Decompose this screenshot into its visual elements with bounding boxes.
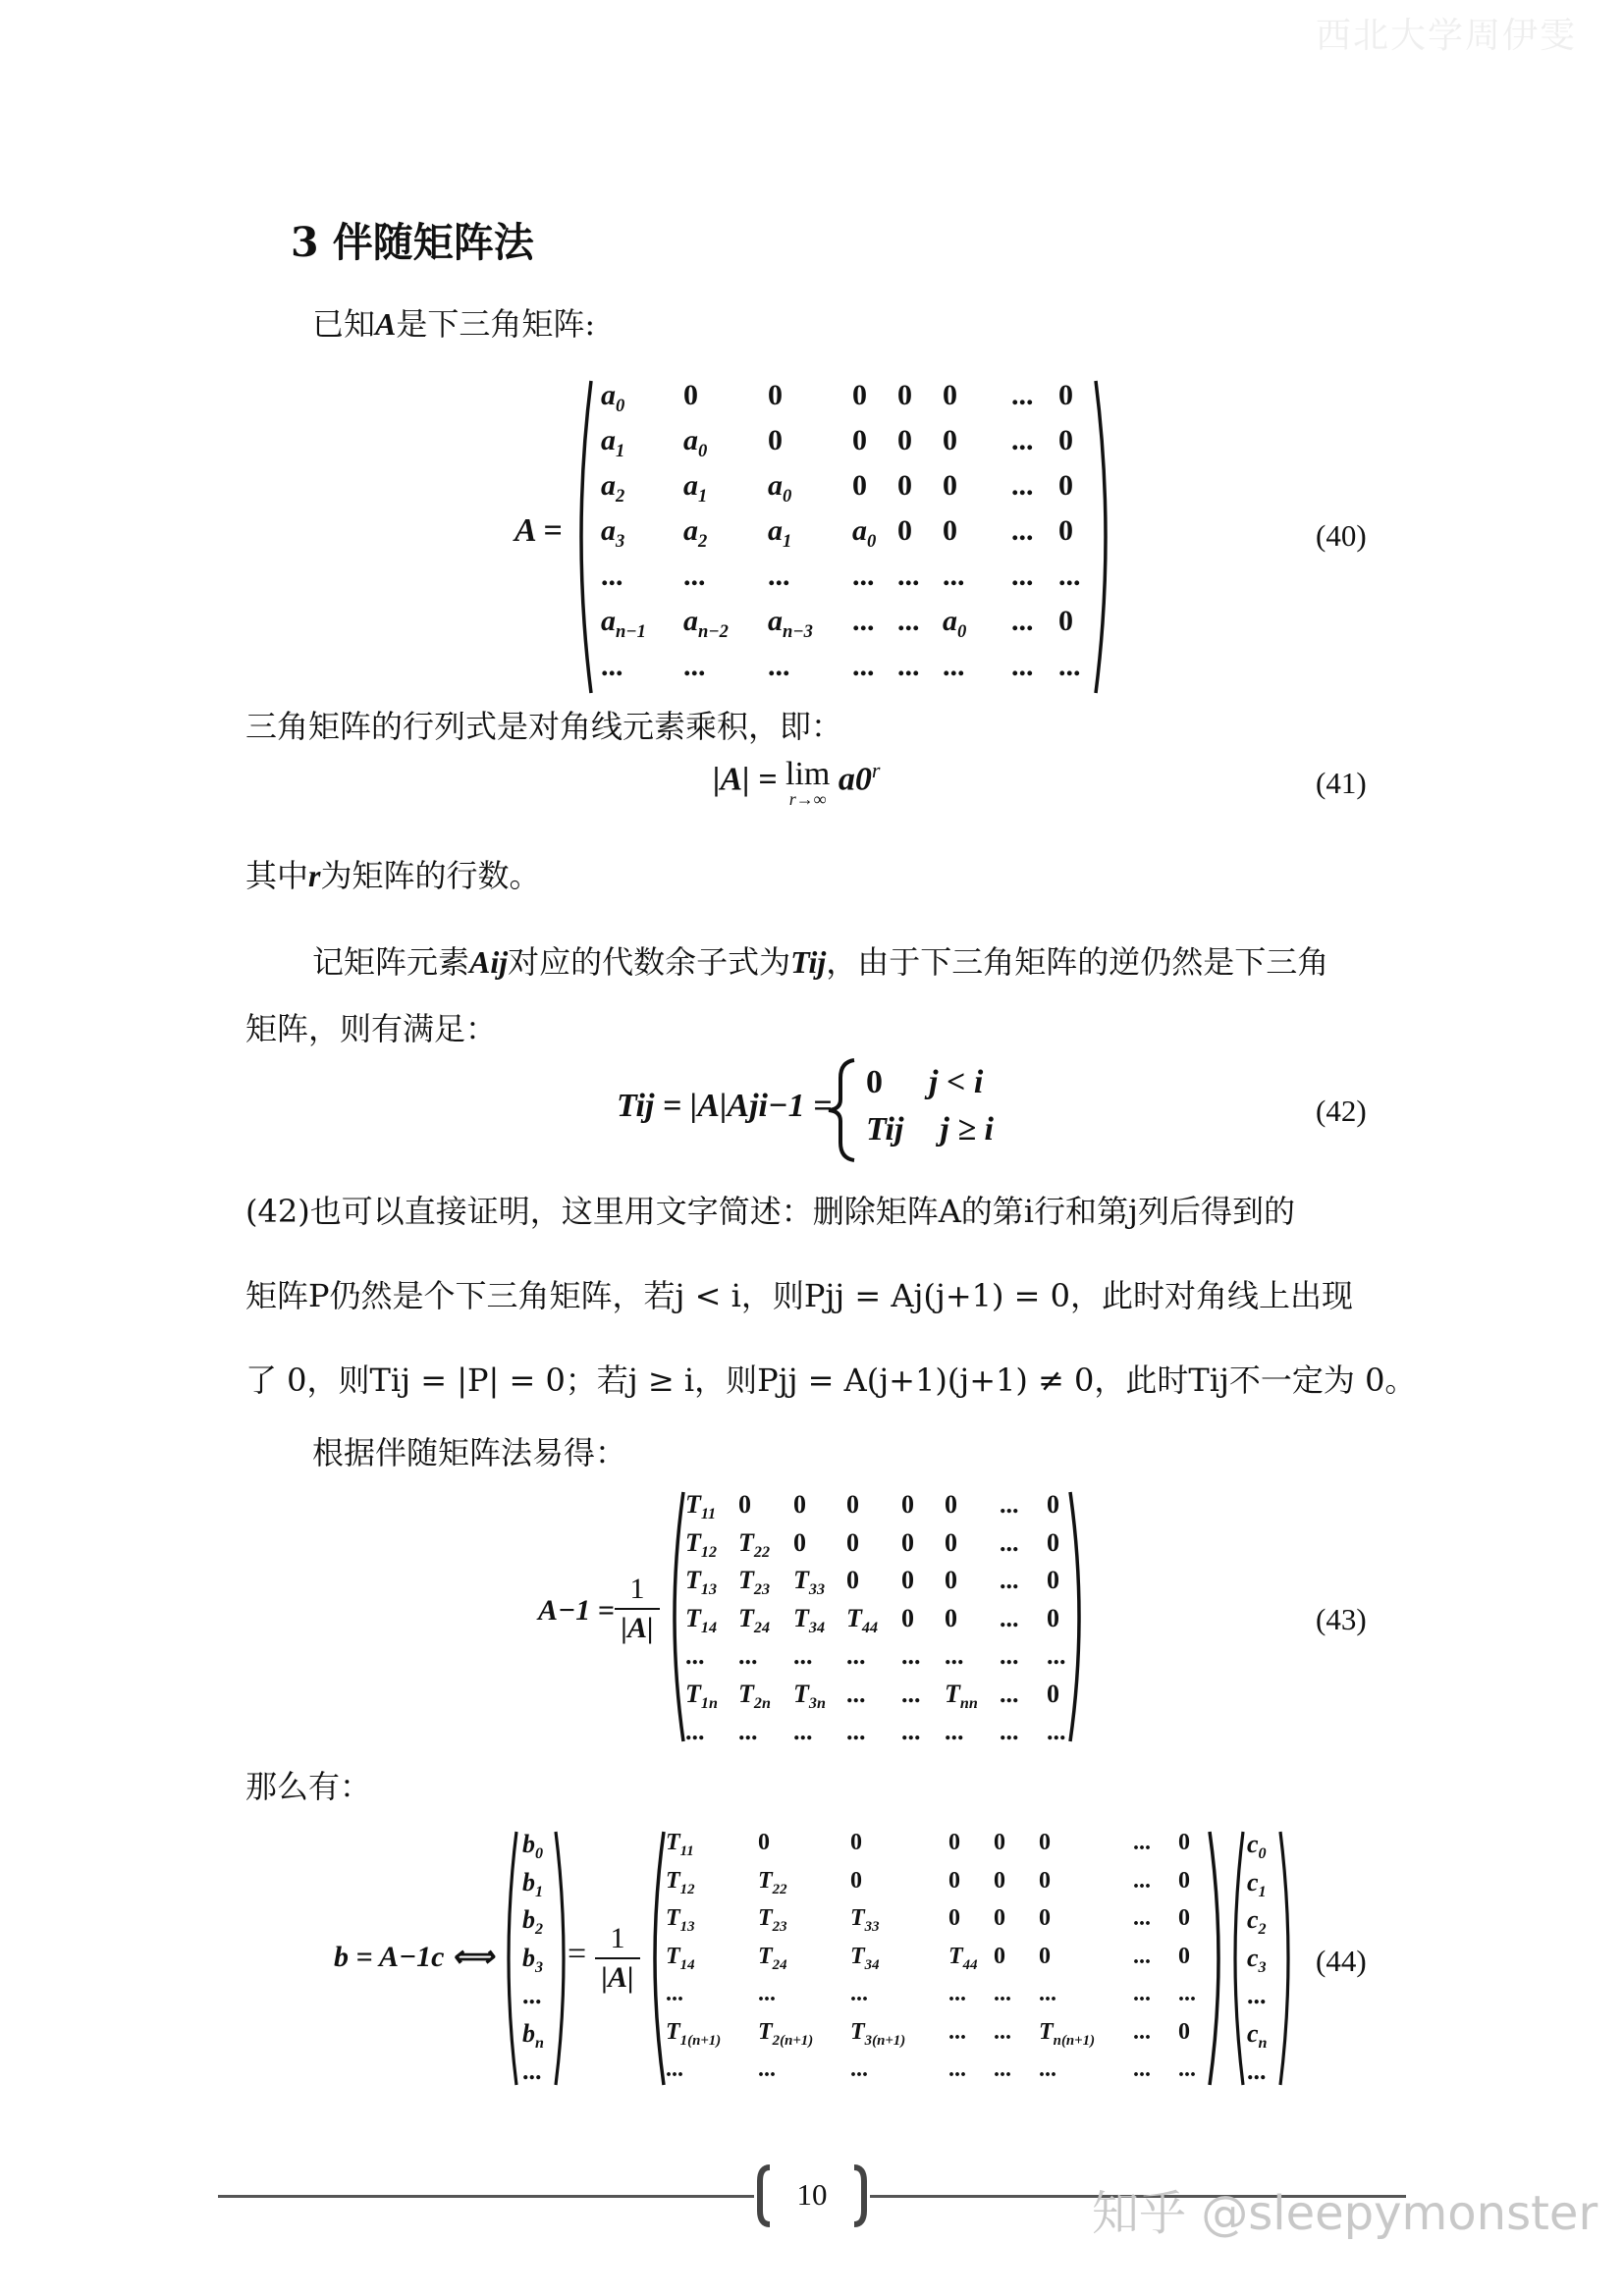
paragraph-proof-3: 了 0，则Tij = |P| = 0；若j ≥ i，则Pjj = A(j+1)(j+1) ≠ 0，此时Tij不一定为 0。 (245, 1362, 1417, 1399)
eq43-matrix-cell: 0 (901, 1603, 914, 1632)
eq42-lhs: Tij = |A|Aji−1 = (617, 1088, 833, 1124)
eq44-matrix-cell: ... (1133, 1981, 1151, 2006)
eq40-matrix-cell: $a_1$ (683, 469, 708, 507)
eq43-matrix-cell: ... (901, 1717, 921, 1745)
eq42-case1-value: 0 (866, 1064, 883, 1100)
eq44-b-vector-entry: ... (522, 2056, 542, 2085)
eq44-matrix-cell: 0 (1039, 1943, 1051, 1969)
eq43-matrix-cell: 0 (738, 1490, 751, 1519)
eq44-matrix-cell: ... (1039, 1981, 1056, 2006)
eq40-matrix-cell: ... (943, 560, 965, 592)
eq44-matrix-cell: $T_{3(n+1)}$ (850, 2018, 906, 2049)
eq43-matrix (683, 1490, 1064, 1743)
paragraph-proof-1: (42)也可以直接证明，这里用文字简述：删除矩阵A的第i行和第j列后得到的 (245, 1193, 1295, 1230)
eq43-matrix-cell: ... (685, 1641, 705, 1670)
eq43-matrix-cell: 0 (945, 1566, 957, 1594)
eq40-matrix-cell: 0 (943, 469, 957, 502)
rows-text: 其中 (245, 857, 309, 894)
paragraph-cofactor-2: 矩阵，则有满足： (245, 1010, 498, 1047)
rows-text-end: 为矩阵的行数。 (320, 857, 541, 894)
eq40-matrix-cell: $a_2$ (683, 514, 708, 552)
eq43-right-paren (1064, 1488, 1092, 1745)
eq43-matrix-cell: ... (901, 1641, 921, 1670)
eq40-matrix-cell: 0 (943, 514, 957, 547)
eq40-matrix-cell: 0 (897, 469, 912, 502)
eq43-number: (43) (1316, 1602, 1367, 1636)
section-heading: 3 伴随矩阵法 (291, 219, 534, 266)
eq40-matrix-cell: ... (897, 560, 920, 592)
eq40-matrix-cell: $a_0$ (768, 469, 792, 507)
cofactor-var-t: Tij (790, 944, 827, 980)
intro-text: 已知 (312, 305, 376, 343)
eq43-matrix-cell: 0 (901, 1527, 914, 1557)
eq44-matrix-cell: $T_{n(n+1)}$ (1039, 2018, 1096, 2049)
eq43-matrix-cell: $T_{2n}$ (738, 1679, 771, 1712)
eq40-matrix-cell: ... (683, 560, 706, 592)
eq44-b-vector-entry: $b_0$ (522, 1830, 544, 1863)
eq44-frac-num: 1 (610, 1922, 625, 1954)
eq44-matrix-cell: $T_{22}$ (758, 1867, 787, 1897)
eq43-matrix-cell: $T_{1n}$ (685, 1679, 718, 1712)
eq43-matrix-cell: ... (738, 1641, 758, 1670)
eq44-matrix-cell: $T_{14}$ (666, 1943, 695, 1973)
eq44-matrix-cell: $T_{24}$ (758, 1943, 787, 1973)
eq40-matrix-cell: ... (897, 650, 920, 682)
eq43-matrix-cell: ... (685, 1717, 705, 1745)
eq40-matrix-cell: ... (852, 605, 875, 637)
eq44-matrix-cell: ... (758, 2056, 776, 2082)
eq40-matrix-cell: $a_{n-2}$ (683, 605, 729, 642)
eq44-matrix-cell: 0 (1178, 1867, 1190, 1894)
eq40-matrix-cell: 0 (897, 514, 912, 547)
eq42-brace (825, 1056, 858, 1164)
eq44-frac-den: |A| (601, 1961, 634, 1994)
eq43-matrix-cell: ... (1000, 1490, 1019, 1519)
eq44-matrix-cell: ... (948, 1981, 966, 2006)
eq42-case2-condition: j ≥ i (940, 1111, 994, 1148)
eq43-matrix-cell: ... (793, 1717, 813, 1745)
header-watermark: 西北大学周伊雯 (1316, 16, 1578, 56)
eq40-matrix-cell: ... (1011, 650, 1034, 682)
eq43-matrix-cell: ... (1000, 1679, 1019, 1708)
eq41-rhs: a0 (838, 761, 872, 798)
eq41-sup: r (871, 758, 881, 782)
eq41-lim-sub: r→∞ (788, 789, 827, 809)
cofactor-var-a: Aij (469, 944, 509, 980)
matrix-var: A (375, 306, 397, 342)
rows-var: r (308, 858, 321, 893)
intro-text-end: 是下三角矩阵: (396, 305, 596, 343)
eq40-matrix-cell: $a_0$ (943, 605, 967, 642)
eq40-matrix-cell: ... (1011, 469, 1034, 502)
eq40-matrix-cell: ... (943, 650, 965, 682)
paragraph-proof-2: 矩阵P仍然是个下三角矩阵，若j < i，则Pjj = Aj(j+1) = 0，此时对角线上出现 (245, 1277, 1353, 1314)
eq44-matrix-cell: $T_{34}$ (850, 1943, 880, 1973)
eq44-matrix-cell: 0 (994, 1830, 1005, 1855)
eq43-matrix-cell: $T_{22}$ (738, 1527, 770, 1561)
eq43-matrix-cell: 0 (1047, 1679, 1059, 1708)
eq40-matrix-cell: 0 (852, 379, 867, 411)
eq43-matrix-cell: 0 (945, 1490, 957, 1519)
eq40-matrix-cell: 0 (768, 379, 783, 411)
eq44-matrix-cell: ... (1039, 2056, 1056, 2082)
eq44-matrix-cell: $T_{11}$ (666, 1830, 694, 1859)
eq43-matrix-cell: 0 (793, 1527, 806, 1557)
eq40-matrix-cell: ... (768, 650, 790, 682)
eq44-c-vector-entry: $c_n$ (1247, 2018, 1268, 2052)
eq44-matrix-cell: 0 (758, 1830, 770, 1855)
eq44-matrix-cell: ... (666, 1981, 683, 2006)
eq42-number: (42) (1316, 1094, 1367, 1128)
eq44-matrix-cell: 0 (948, 1905, 960, 1931)
eq44-matrix-cell: ... (666, 2056, 683, 2082)
eq44-matrix-cell: $T_{12}$ (666, 1867, 695, 1897)
paragraph-then: 那么有： (245, 1768, 372, 1805)
eq44-matrix (664, 1830, 1214, 2087)
eq42-case1-condition: j < i (929, 1064, 984, 1100)
eq44-equals: = (568, 1936, 587, 1972)
eq44-matrix-cell: 0 (1039, 1830, 1051, 1855)
eq44-matrix-cell: ... (850, 2056, 868, 2082)
eq44-fraction (595, 1922, 640, 1995)
eq44-matrix-cell: ... (948, 2018, 966, 2045)
eq40-matrix-cell: 0 (943, 379, 957, 411)
eq40-matrix-cell: ... (897, 605, 920, 637)
eq44-matrix-cell: 0 (1039, 1867, 1051, 1894)
eq44-matrix-cell: 0 (994, 1905, 1005, 1931)
eq40-matrix-cell: $a_0$ (852, 514, 877, 552)
eq43-matrix-cell: ... (738, 1717, 758, 1745)
eq44-matrix-cell: ... (758, 1981, 776, 2006)
eq43-fraction (615, 1573, 660, 1645)
eq43-matrix-cell: ... (1000, 1527, 1019, 1557)
eq40-matrix-cell: 0 (852, 424, 867, 456)
eq40-matrix-cell: $a_0$ (601, 379, 625, 416)
eq41-lhs: |A| = (713, 761, 786, 798)
eq40-matrix-cell: $a_{n-3}$ (768, 605, 813, 642)
eq44-matrix-cell: 0 (850, 1830, 862, 1855)
eq43-matrix-cell: ... (1047, 1641, 1066, 1670)
eq43-matrix-cell: ... (846, 1717, 866, 1745)
eq44-matrix-cell: ... (1133, 2018, 1151, 2045)
eq42-case2 (866, 1111, 994, 1148)
eq43-matrix-cell: ... (1000, 1566, 1019, 1594)
eq40-matrix-cell: 0 (683, 379, 698, 411)
eq40-matrix-cell: $a_3$ (601, 514, 625, 552)
eq43-matrix-cell: $T_{nn}$ (945, 1679, 978, 1712)
eq40-left-paren (568, 377, 597, 697)
eq43-frac-den: |A| (621, 1612, 654, 1644)
eq44-matrix-cell: 0 (1178, 1943, 1190, 1969)
zhihu-watermark: 知乎 @sleepymonster (1092, 2186, 1598, 2241)
eq44-matrix-cell: $T_{13}$ (666, 1905, 695, 1935)
eq43-matrix-cell: 0 (846, 1527, 859, 1557)
eq43-matrix-cell: 0 (846, 1566, 859, 1594)
page-number: 10 (796, 2177, 828, 2212)
eq44-frac-bar (595, 1957, 640, 1959)
eq43-matrix-cell: ... (945, 1641, 964, 1670)
eq40-matrix-cell: $a_1$ (768, 514, 792, 552)
eq40-matrix (599, 379, 1090, 693)
eq40-matrix-cell: ... (601, 650, 623, 682)
eq43-matrix-cell: ... (1000, 1641, 1019, 1670)
eq42-case2-value: Tij (866, 1111, 904, 1148)
eq44-matrix-cell: 0 (1178, 2018, 1190, 2045)
eq41-number: (41) (1316, 766, 1367, 800)
eq44-matrix-cell: ... (1133, 1905, 1151, 1931)
eq40-matrix-cell: ... (1058, 650, 1081, 682)
eq43-matrix-cell: ... (1047, 1717, 1066, 1745)
eq40-matrix-cell: 0 (943, 424, 957, 456)
eq44-matrix-cell: ... (948, 2056, 966, 2082)
eq43-matrix-cell: ... (945, 1717, 964, 1745)
eq40-matrix-cell: $a_2$ (601, 469, 625, 507)
eq44-matrix-cell: ... (1178, 2056, 1196, 2082)
eq44-matrix-cell: ... (994, 2056, 1011, 2082)
eq43-matrix-cell: ... (846, 1679, 866, 1708)
eq44-b-vector-entry: ... (522, 1981, 542, 2009)
eq43-matrix-cell: 0 (1047, 1490, 1059, 1519)
eq43-matrix-cell: $T_{24}$ (738, 1603, 770, 1636)
eq44-b-vector-entry: $b_2$ (522, 1905, 544, 1939)
eq44-matrix-cell: 0 (1178, 1830, 1190, 1855)
eq43-matrix-cell: 0 (1047, 1527, 1059, 1557)
eq40-matrix-cell: ... (1011, 514, 1034, 547)
eq43-matrix-cell: $T_{33}$ (793, 1566, 825, 1599)
eq44-matrix-cell: ... (994, 1981, 1011, 2006)
eq44-matrix-cell: ... (1178, 1981, 1196, 2006)
eq44-c-vector-entry: $c_2$ (1247, 1905, 1267, 1939)
eq44-matrix-cell: ... (1133, 1830, 1151, 1855)
eq40-number: (40) (1316, 518, 1367, 553)
eq43-matrix-cell: $T_{44}$ (846, 1603, 878, 1636)
eq43-matrix-cell: $T_{12}$ (685, 1527, 717, 1561)
eq43-matrix-cell: $T_{23}$ (738, 1566, 770, 1599)
eq43-matrix-cell: $T_{14}$ (685, 1603, 717, 1636)
eq40-matrix-cell: ... (1011, 560, 1034, 592)
eq43-matrix-cell: ... (901, 1679, 921, 1708)
eq40-matrix-cell: ... (768, 560, 790, 592)
eq44-matrix-cell: 0 (1178, 1905, 1190, 1931)
eq44-b-vector-entry: $b_1$ (522, 1867, 544, 1900)
eq41 (713, 758, 880, 807)
eq44-c-right-paren (1276, 1828, 1298, 2089)
eq40-matrix-cell: ... (1011, 605, 1034, 637)
eq40-matrix-cell: 0 (1058, 469, 1073, 502)
eq44-b-vector-entry: $b_n$ (522, 2018, 544, 2052)
eq43-matrix-cell: 0 (901, 1490, 914, 1519)
eq40-lhs: A = (514, 512, 563, 549)
eq40-matrix-cell: ... (1011, 424, 1034, 456)
eq44-matrix-cell: 0 (850, 1867, 862, 1894)
cofactor-text-b: 对应的代数余子式为 (508, 943, 791, 981)
eq43-lhs: A−1 = (538, 1594, 615, 1627)
eq44-c-vector-entry: $c_3$ (1247, 1943, 1267, 1976)
eq40-matrix-cell: $a_0$ (683, 424, 708, 461)
eq43-frac-num: 1 (629, 1573, 645, 1605)
eq44-matrix-cell: 0 (1039, 1905, 1051, 1931)
eq40-matrix-cell: ... (1011, 379, 1034, 411)
eq43-matrix-cell: 0 (793, 1490, 806, 1519)
eq40-matrix-cell: 0 (1058, 605, 1073, 637)
eq44-matrix-cell: ... (850, 1981, 868, 2006)
eq43-matrix-cell: $T_{11}$ (685, 1490, 717, 1523)
eq44-matrix-cell: 0 (994, 1943, 1005, 1969)
paragraph-cofactor-1 (312, 940, 1328, 984)
eq43-matrix-cell: $T_{13}$ (685, 1566, 717, 1599)
eq44-c-vector-entry: ... (1247, 1981, 1267, 2009)
eq44-matrix-cell: ... (1133, 1867, 1151, 1894)
eq40-matrix-cell: 0 (897, 379, 912, 411)
eq41-lim: lim (785, 756, 831, 792)
eq44-matrix-cell: ... (1133, 2056, 1151, 2082)
eq41-limit (785, 758, 830, 807)
eq43-matrix-cell: 0 (945, 1527, 957, 1557)
eq42-case1 (866, 1064, 983, 1101)
eq40-matrix-cell: ... (601, 560, 623, 592)
cofactor-text-c: ，由于下三角矩阵的逆仍然是下三角 (826, 943, 1329, 981)
eq43-matrix-cell: ... (1000, 1603, 1019, 1632)
eq43-matrix-cell: ... (793, 1641, 813, 1670)
eq43-matrix-cell: ... (1000, 1717, 1019, 1745)
eq43-frac-bar (615, 1608, 660, 1610)
eq44-c-vector-entry: $c_0$ (1247, 1830, 1267, 1863)
eq44-matrix-cell: ... (994, 2018, 1011, 2045)
paragraph-adjugate: 根据伴随矩阵法易得： (312, 1434, 627, 1471)
eq44-matrix-cell: 0 (948, 1867, 960, 1894)
eq44-number: (44) (1316, 1944, 1367, 1978)
eq40-matrix-cell: 0 (1058, 514, 1073, 547)
paragraph-rows (245, 854, 540, 897)
eq40-matrix-cell: ... (1058, 560, 1081, 592)
eq44-lhs: b = A−1c ⟺ (334, 1941, 494, 1973)
eq40-matrix-cell: $a_{n-1}$ (601, 605, 646, 642)
eq40-matrix-cell: 0 (852, 469, 867, 502)
eq44-matrix-cell: ... (1133, 1943, 1151, 1969)
eq44-matrix-cell: $T_{2(n+1)}$ (758, 2018, 814, 2049)
eq44-matrix-cell: $T_{44}$ (948, 1943, 978, 1973)
eq44-b-left-paren (499, 1828, 520, 2089)
eq43-matrix-cell: 0 (945, 1603, 957, 1632)
eq40-matrix-cell: 0 (768, 424, 783, 456)
eq44-b-vector-entry: $b_3$ (522, 1943, 544, 1976)
eq43-matrix-cell: 0 (901, 1566, 914, 1594)
eq44-matrix-cell: 0 (948, 1830, 960, 1855)
eq43-matrix-cell: ... (846, 1641, 866, 1670)
cofactor-text-a: 记矩阵元素 (312, 943, 470, 981)
eq43-matrix-cell: $T_{34}$ (793, 1603, 825, 1636)
eq40-matrix-cell: 0 (1058, 424, 1073, 456)
eq44-matrix-cell: 0 (994, 1867, 1005, 1894)
eq43-matrix-cell: $T_{3n}$ (793, 1679, 826, 1712)
eq40-matrix-cell: $a_1$ (601, 424, 625, 461)
eq43-matrix-cell: 0 (1047, 1566, 1059, 1594)
eq44-matrix-cell: $T_{1(n+1)}$ (666, 2018, 722, 2049)
eq44-c-vector-entry: ... (1247, 2056, 1267, 2085)
paragraph-intro (312, 302, 595, 346)
paragraph-determinant: 三角矩阵的行列式是对角线元素乘积，即： (245, 708, 843, 745)
eq40-matrix-cell: ... (852, 560, 875, 592)
eq44-c-vector-entry: $c_1$ (1247, 1867, 1267, 1900)
eq44-matrix-cell: $T_{33}$ (850, 1905, 880, 1935)
eq44-matrix-cell: $T_{23}$ (758, 1905, 787, 1935)
eq40-right-paren (1090, 377, 1119, 697)
eq40-matrix-cell: ... (683, 650, 706, 682)
eq40-matrix-cell: ... (852, 650, 875, 682)
eq40-matrix-cell: 0 (897, 424, 912, 456)
eq43-matrix-cell: 0 (846, 1490, 859, 1519)
eq44-c-left-paren (1225, 1828, 1247, 2089)
eq43-matrix-cell: 0 (1047, 1603, 1059, 1632)
eq40-matrix-cell: 0 (1058, 379, 1073, 411)
